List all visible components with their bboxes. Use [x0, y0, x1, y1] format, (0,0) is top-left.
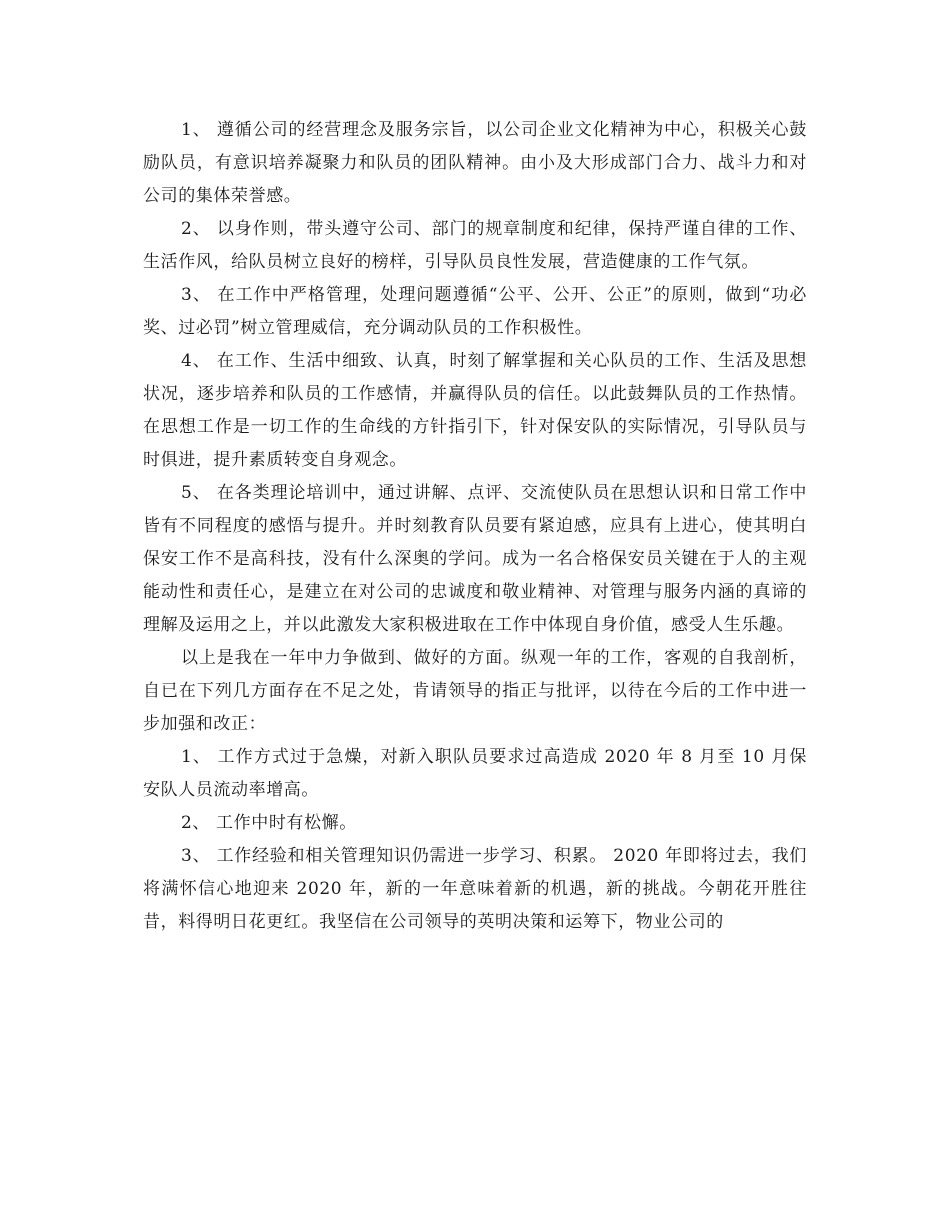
shortcoming-item-3: 3、 工作经验和相关管理知识仍需进一步学习、积累。 2020 年即将过去，我们将满怀信心地迎来 2020 年，新的一年意味着新的机遇，新的挑战。今朝花开胜往昔，料得明日花更红。我坚信在公司领导的英明决策和运筹下，物业公司的 — [143, 846, 807, 932]
paragraph-item-4: 4、 在工作、生活中细致、认真，时刻了解掌握和关心队员的工作、生活及思想状况，逐步培养和队员的工作感情，并赢得队员的信任。以此鼓舞队员的工作热情。在思想工作是一切工作的生命线的方针指引下，针对保安队的实际情况，引导队员与时俱进，提升素质转变自身观念。 — [143, 351, 807, 470]
document-body — [143, 114, 807, 939]
paragraph-item-1: 1、 遵循公司的经营理念及服务宗旨，以公司企业文化精神为中心，积极关心鼓励队员，有意识培养凝聚力和队员的团队精神。由小及大形成部门合力、战斗力和对公司的集体荣誉感。 — [143, 120, 807, 206]
paragraph-item-2: 2、 以身作则，带头遵守公司、部门的规章制度和纪律，保持严谨自律的工作、生活作风，给队员树立良好的榜样，引导队员良性发展，营造健康的工作气氛。 — [143, 219, 807, 272]
paragraph-item-3: 3、 在工作中严格管理，处理问题遵循“公平、公开、公正”的原则，做到“功必奖、过必罚”树立管理威信，充分调动队员的工作积极性。 — [143, 285, 807, 338]
summary-paragraph: 以上是我在一年中力争做到、做好的方面。纵观一年的工作，客观的自我剖析，自已在下列几方面存在不足之处，肯请领导的指正与批评，以待在今后的工作中进一步加强和改正： — [143, 648, 807, 734]
paragraph-item-5: 5、 在各类理论培训中，通过讲解、点评、交流使队员在思想认识和日常工作中皆有不同程度的感悟与提升。并时刻教育队员要有紧迫感，应具有上进心，使其明白保安工作不是高科技，没有什么深奥的学问。成为一名合格保安员关键在于人的主观能动性和责任心，是建立在对公司的忠诚度和敬业精神、对管理与服务内涵的真谛的理解及运用之上，并以此激发大家积极进取在工作中体现自身价值，感受人生乐趣。 — [143, 483, 807, 635]
shortcoming-item-1: 1、 工作方式过于急燥，对新入职队员要求过高造成 2020 年 8 月至 10 月保安队人员流动率增高。 — [143, 747, 807, 800]
shortcoming-item-2: 2、 工作中时有松懈。 — [181, 813, 357, 833]
